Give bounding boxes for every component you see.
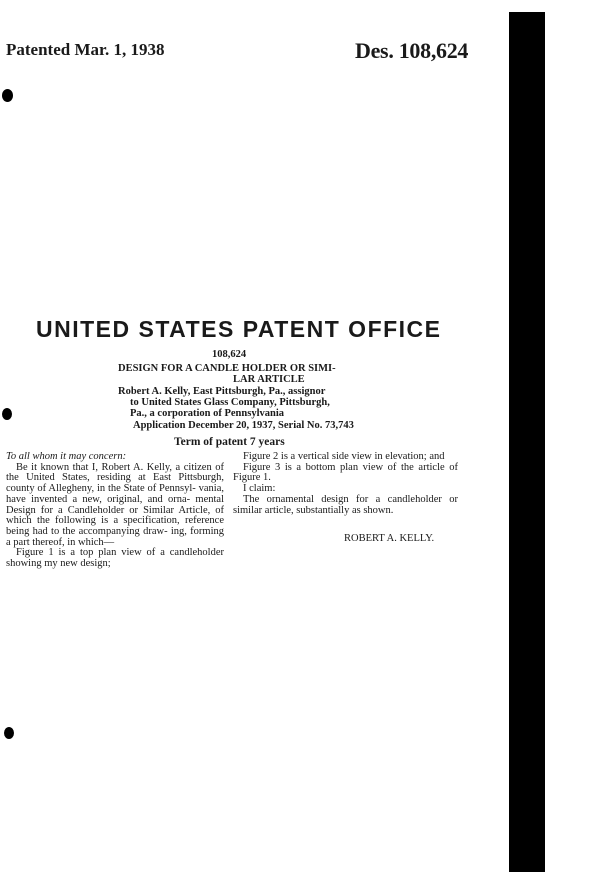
text-line: similar article, substantially as shown. (233, 504, 394, 516)
text-line: mental Design for a Candleholder or Similar (6, 493, 224, 516)
text-line: vania, have invented a new, original, and orna- (6, 483, 224, 505)
text-line: Be it known that I, Robert A. Kelly, a citizen (16, 461, 212, 473)
inventor-line: Pa., a corporation of Pennsylvania (130, 408, 284, 419)
design-title-line: DESIGN FOR A CANDLE HOLDER OR SIMI- (118, 363, 336, 374)
text-line: of the United States, residing at East Pittsburgh, (6, 461, 225, 484)
body-paragraph (233, 463, 458, 484)
right-column (233, 452, 458, 516)
patent-number: Des. 108,624 (355, 38, 469, 63)
design-title (118, 363, 358, 385)
patent-term: Term of patent 7 years (174, 436, 285, 448)
inventor-line: Robert A. Kelly, East Pittsburgh, Pa., assignor (118, 386, 326, 397)
left-column (6, 452, 224, 570)
punch-hole-mark (4, 727, 14, 739)
salutation: To all whom it may concern: (6, 451, 127, 462)
text-line: and (429, 451, 445, 462)
body-paragraph (6, 548, 224, 569)
body-paragraph (6, 463, 224, 549)
text-line: Figure 2 is a vertical side view in elevation; (243, 451, 427, 462)
text-line: of Figure 1. (233, 461, 459, 484)
scan-border (509, 12, 545, 872)
punch-hole-mark (2, 89, 13, 102)
design-number: 108,624 (212, 349, 247, 360)
inventor-block (118, 386, 368, 419)
text-line: The ornamental design for a candleholder or (243, 493, 458, 505)
text-line: county of Allegheny, in the State of Pennsyl- (6, 483, 196, 495)
claim-intro: I claim: (243, 483, 276, 495)
application-info: Application December 20, 1937, Serial No. 73,743 (133, 420, 354, 431)
text-line: Article, of which the following is a specification, (6, 504, 224, 527)
text-line: ing, forming a part thereof, in which— (6, 525, 225, 548)
office-heading: UNITED STATES PATENT OFFICE (36, 316, 442, 342)
text-line: showing my new design; (6, 558, 111, 570)
text-line: Figure 1 is a top plan view of a candleholder (16, 547, 224, 559)
punch-hole-mark (2, 408, 12, 420)
claim-text (233, 495, 458, 516)
inventor-line: to United States Glass Company, Pittsburgh, (130, 397, 330, 408)
text-line: reference being had to the accompanying draw- (6, 515, 224, 537)
patent-date: Patented Mar. 1, 1938 (6, 40, 165, 59)
text-line: Figure 3 is a bottom plan view of the article (243, 461, 445, 473)
design-title-line: LAR ARTICLE (233, 374, 305, 385)
inventor-signature: ROBERT A. KELLY. (344, 533, 435, 544)
